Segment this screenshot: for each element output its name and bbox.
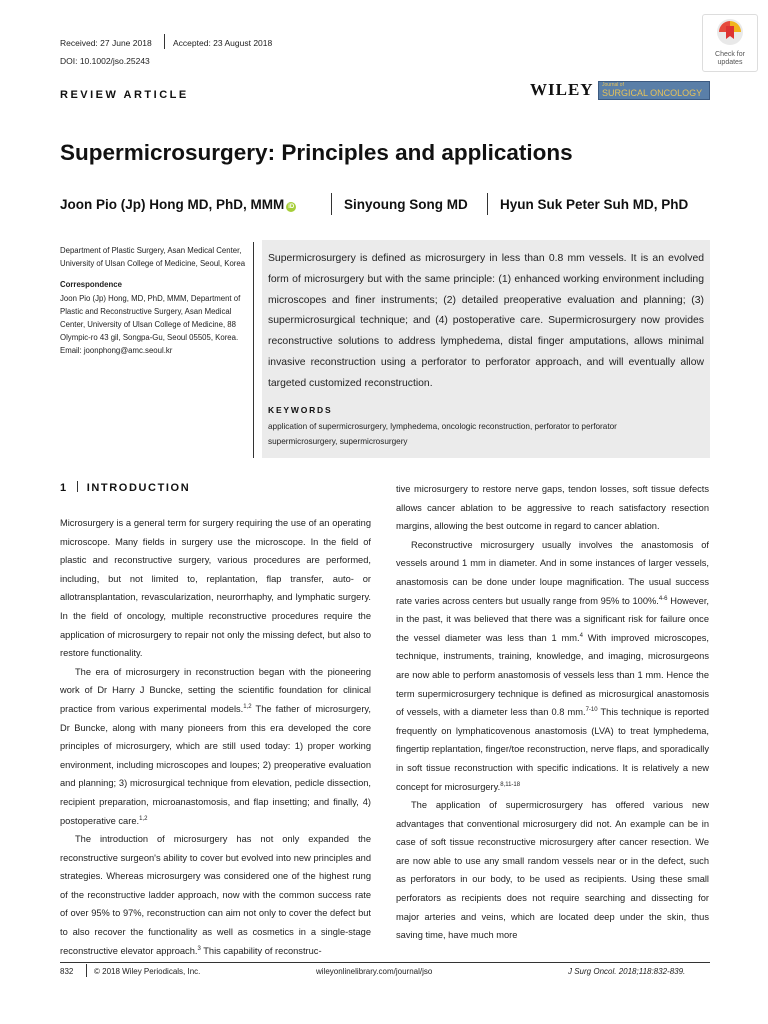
citation-ref[interactable]: 7-10 xyxy=(585,707,598,714)
header-divider xyxy=(164,34,165,49)
author-1[interactable]: Joon Pio (Jp) Hong MD, PhD, MMM iD xyxy=(60,197,295,212)
section-heading: 1 INTRODUCTION xyxy=(60,482,191,494)
right-column xyxy=(396,480,709,945)
wiley-logo: WILEY xyxy=(530,80,594,99)
journal-url[interactable]: wileyonlinelibrary.com/journal/jso xyxy=(316,967,433,976)
journal-logo: Journal of SURGICAL ONCOLOGY xyxy=(598,81,710,100)
paragraph: Microsurgery is a general term for surgery requiring the use of an operating microscope. Many fields in surgery use the microscope. In the field of plastic and reconstructive surgery, various procedures are performed, including, but not limited to, replantation, flap transfer, auto- or allotransplantation, revascularization, neurorrhaphy, and lymphatic surgery. In the field of oncology, multiple reconstructive procedures require the application of microsurgery to repair not only the missing defect, but also to restore functionality. xyxy=(60,518,371,659)
affiliation-divider xyxy=(253,242,254,458)
department: Department of Plastic Surgery, Asan Medical Center, University of Ulsan College of Medicine, Seoul, Korea xyxy=(60,246,246,269)
affiliation-block xyxy=(60,244,246,358)
correspondence-heading: Correspondence xyxy=(60,280,122,290)
citation: J Surg Oncol. 2018;118:832-839. xyxy=(568,967,686,976)
citation-ref[interactable]: 4 xyxy=(579,632,583,639)
abstract-box xyxy=(262,240,710,458)
email[interactable]: Email: joonphong@amc.seoul.kr xyxy=(60,346,173,356)
author-2[interactable]: Sinyoung Song MD xyxy=(344,197,468,212)
paragraph: The era of microsurgery in reconstruction began with the pioneering work of Dr Harry J Buncke, setting the scientific foundation for clinical practice from various experimental models.$^{1,2}$ The father of microsurgery, Dr Buncke, along with many pioneers from this era developed the core principles of microsurgery, which are still used today: 1) proper working environment, including microscopes and loupes; 2) preoperative evaluation and planning; 3) microsurgical technique from elevation, pedicle dissection, recipient preparation, microanastomosis, and flap insetting; and finally, 4) postoperative care.$^{1,2}$ xyxy=(60,666,371,826)
citation-ref[interactable]: 1,2 xyxy=(243,703,252,710)
bookmark-icon xyxy=(716,18,744,46)
left-column xyxy=(60,514,371,960)
citation-ref[interactable]: 8,11-18 xyxy=(500,781,521,788)
keywords-heading: KEYWORDS xyxy=(268,405,333,415)
author-divider xyxy=(331,193,332,215)
author-divider xyxy=(487,193,488,215)
paragraph: Reconstructive microsurgery usually involves the anastomosis of vessels around 1 mm in diameter. And in some instances of larger vessels, anastomosis can be done under loupe magnification. The usual success rate varies across centers but usually range from 95% to 100%.$^{4-6}$ However, in the past, it was believed that there was a significant risk for failure once the vessel diameter was less than 1 mm.$^4$ With improved microscopes, technique, instruments, training, knowledge, and imaging, microsurgeons are now able to perform anastomosis of vessels less than 1 mm. Hence the term supermicrosurgery technique is defined as microsurgical anastomosis of vessels, with a diameter less than 0.8 mm.$^{7-10}$ This technique is reported frequently on lymphaticovenous anastomosis (LVA) to treat lymphedema, fingertip replantation, finger/toe reconstruction, nerve flaps, and sporadically in soft tissue reconstruction with specific indications. It is relatively a new concept for microsurgery.$^{8,11-18}$ xyxy=(396,539,709,792)
check-updates-label: Check for updates xyxy=(715,51,745,66)
accepted-date: Accepted: 23 August 2018 xyxy=(173,38,273,48)
received-date: Received: 27 June 2018 xyxy=(60,38,152,48)
footer-rule xyxy=(60,962,710,963)
article-type: REVIEW ARTICLE xyxy=(60,89,189,101)
paragraph: The introduction of microsurgery has not only expanded the reconstructive surgeon's ability to cover but evolved into new principles and strategies. Whereas microsurgery was considered one of the highest rung of the reconstructive ladder approach, now with the common success rate of over 95% to 97%, reconstruction can aim not only to cover the defect but to also recover the functionality as well as cosmetics in a single-stage reconstructive elevator approach.$^3$ This capability of reconstruc- xyxy=(60,834,371,956)
citation-ref[interactable]: 1,2 xyxy=(139,815,148,822)
correspondence-address: Joon Pio (Jp) Hong, MD, PhD, MMM, Department of Plastic and Reconstructive Surgery, Asan Medical Center, University of Ulsan College of Medicine, 88 Olympic-ro 43 gil, Songpa-Gu, Seoul 05505, Korea. xyxy=(60,293,241,343)
article-title: Supermicrosurgery: Principles and applications xyxy=(60,140,573,165)
citation-ref[interactable]: 4-6 xyxy=(658,595,668,602)
footer-divider xyxy=(86,964,87,977)
copyright: © 2018 Wiley Periodicals, Inc. xyxy=(94,967,201,976)
author-3[interactable]: Hyun Suk Peter Suh MD, PhD xyxy=(500,197,689,212)
paragraph: The application of supermicrosurgery has offered various new advantages that conventional microsurgery did not. An example can be in case of soft tissue reconstructive microsurgery after cancer resection. We are now able to use any small random vessels near or in the defect, such as perforators in our body, to be used as recipients. Using these small perforators as recipients does not require searching and dissecting for major arteries and veins, which are located deep under the skin, thus saving time, have much more xyxy=(396,800,709,941)
doi[interactable]: DOI: 10.1002/jso.25243 xyxy=(60,56,150,66)
page-number: 832 xyxy=(60,967,74,976)
keywords: application of supermicrosurgery, lymphedema, oncologic reconstruction, perforator to perforator supermicrosurgery, supermicrosurgery xyxy=(268,422,617,446)
abstract-text: Supermicrosurgery is defined as microsurgery in less than 0.8 mm vessels. It is an evolved form of microsurgery but with the same principle: (1) enhanced working environment including microscopes and finer instruments; (2) detailed preoperative evaluation and planning; (3) supermicrosurgical technique; and (4) postoperative care. Supermicrosurgery now provides reconstructive solutions to address lymphedema, distal finger amputations, allows minimal invasive reconstruction using a perforator to perforator approach, and will eventually allow targeted customized reconstruction. xyxy=(268,253,704,389)
orcid-icon[interactable]: iD xyxy=(288,204,295,210)
citation-ref[interactable]: 3 xyxy=(197,945,201,952)
paragraph: tive microsurgery to restore nerve gaps, tendon losses, soft tissue defects allows cancer ablation to be aggressive to reach satisfactory resection margins, allowing the best outcome in regard to cancer ablation. xyxy=(396,484,709,532)
check-for-updates-badge[interactable] xyxy=(702,14,758,72)
